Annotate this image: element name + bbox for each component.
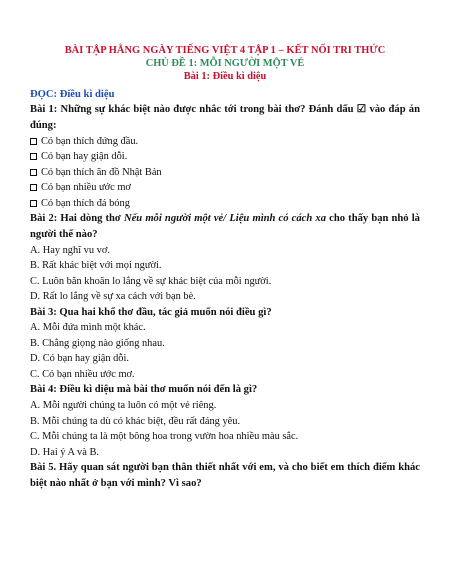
answer-option: B. Mỗi chúng ta dù có khác biệt, đều rất đáng yêu.	[30, 415, 241, 427]
answer-option: D. Rất lo lắng về sự xa cách với bạn bè.	[30, 291, 196, 303]
checkbox-icon[interactable]	[30, 153, 37, 160]
question-1-text-end: vào đáp án đúng:	[30, 104, 420, 131]
checkbox-option[interactable]: Có bạn thích đá bóng	[30, 196, 420, 212]
question-2-text: Bài 2: Hai dòng thơ	[30, 213, 124, 225]
checkbox-option[interactable]: Có bạn nhiều ước mơ	[30, 180, 420, 196]
lesson-heading: Bài 1: Điều kì diệu	[183, 71, 267, 82]
answer-option: C. Mỗi chúng ta là một bông hoa trong vườn hoa nhiều màu sắc.	[30, 431, 299, 443]
answer-option: C. Có bạn nhiều ước mơ.	[30, 368, 135, 380]
answer-option: C. Luôn băn khoăn lo lắng về sự khác biệt của mỗi người.	[30, 275, 272, 287]
checkbox-icon[interactable]	[30, 184, 37, 191]
question-2-text-end: cho thấy bạn nhỏ là người thế nào?	[30, 213, 420, 240]
checkbox-option[interactable]: Có bạn thích đứng đầu.	[30, 134, 420, 150]
answer-option: A. Mỗi đứa mình một khác.	[30, 322, 146, 334]
checkbox-icon[interactable]	[30, 200, 37, 207]
answer-option: B. Rất khác biệt với mọi người.	[30, 260, 162, 272]
checkbox-icon[interactable]	[30, 169, 37, 176]
question-1-text: Bài 1: Những sự khác biệt nào được nhắc tới trong bài thơ? Đánh dấu	[30, 104, 354, 115]
answer-option: A. Hay nghĩ vu vơ.	[30, 244, 110, 256]
answer-option: D. Hai ý A và B.	[30, 446, 99, 458]
question-4: Bài 4: Điều kì diệu mà bài thơ muốn nói đến là gì?	[30, 384, 258, 396]
checkbox-option[interactable]: Có bạn thích ăn đồ Nhật Bản	[30, 165, 420, 181]
answer-option: B. Chẳng giọng nào giống nhau.	[30, 337, 165, 349]
question-2	[30, 211, 420, 243]
topic-heading: CHỦ ĐỀ 1: MỖI NGƯỜI MỘT VẺ	[145, 58, 305, 69]
worksheet-title: BÀI TẬP HẰNG NGÀY TIẾNG VIỆT 4 TẬP 1 – KẾT NỐI TRI THỨC	[64, 45, 386, 56]
checkbox-icon[interactable]	[30, 138, 37, 145]
question-2-quote: Nếu mỗi người một vẻ/ Liệu mình có cách xa	[123, 213, 327, 225]
checkbox-option[interactable]: Có bạn hay giận dỗi.	[30, 149, 420, 165]
reading-section-label: ĐỌC: Điều kì diệu	[30, 89, 115, 100]
answer-option: A. Mỗi người chúng ta luôn có một vẻ riêng.	[30, 400, 217, 412]
question-3: Bài 3: Qua hai khổ thơ đầu, tác giả muốn nói điều gì?	[30, 306, 272, 318]
checked-box-icon: ☑	[356, 104, 367, 115]
answer-option: D. Có bạn hay giận dỗi.	[30, 353, 129, 365]
question-1	[30, 102, 420, 134]
question-5: Bài 5. Hãy quan sát người bạn thân thiết nhất với em, và cho biết em thích điểm khác biệt nào nhất ở bạn với mình? Vì sao?	[30, 462, 420, 490]
